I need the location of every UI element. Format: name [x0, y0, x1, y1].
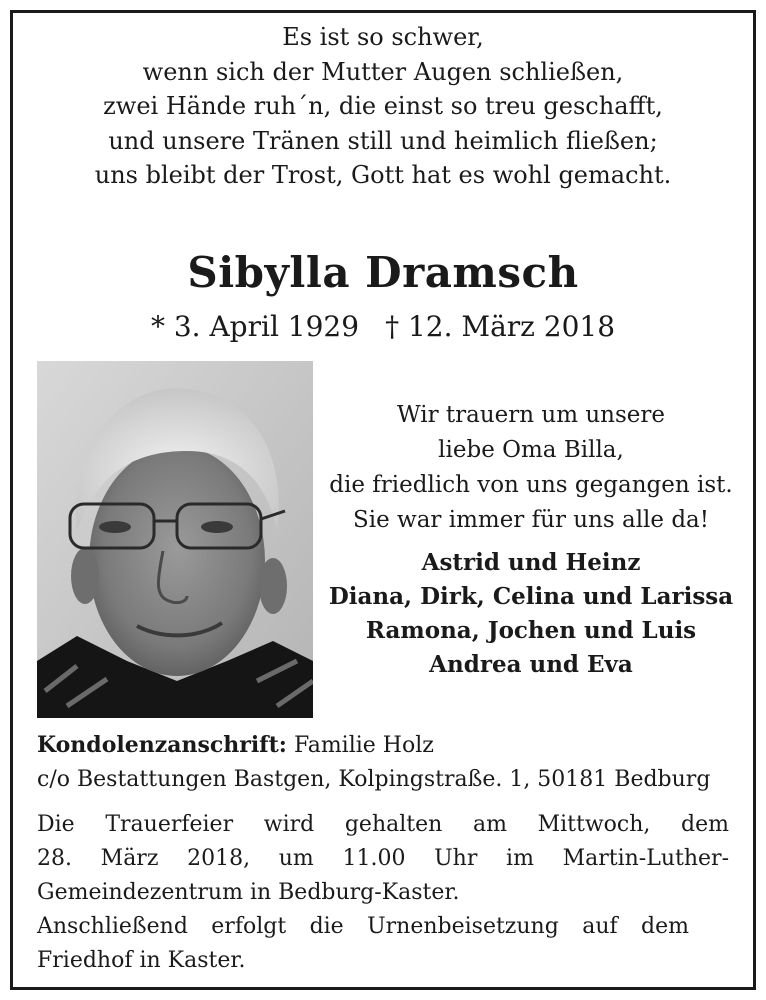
condolence-street: c/o Bestattungen Bastgen, Kolpingstraße. 1, 50181 Bedburg	[37, 767, 711, 792]
poem-line: uns bleibt der Trost, Gott hat es wohl gemacht.	[94, 161, 672, 190]
urn-line: Anschließend erfolgt die Urnenbeisetzung auf dem	[37, 914, 689, 939]
condolence-address	[37, 728, 737, 797]
family-line: Andrea und Eva	[429, 651, 633, 678]
poem-line: wenn sich der Mutter Augen schließen,	[142, 57, 624, 86]
ceremony-line: Die Trauerfeier wird gehalten am Mittwoch, dem	[37, 812, 729, 837]
family-line: Diana, Dirk, Celina und Larissa	[328, 583, 734, 610]
poem-line: und unsere Tränen still und heimlich fließen;	[108, 126, 658, 155]
family-line: Astrid und Heinz	[421, 549, 641, 576]
life-dates	[0, 310, 766, 343]
condolence-name: Familie Holz	[293, 733, 434, 758]
birth-date: * 3. April 1929	[150, 310, 360, 343]
portrait-photo	[37, 361, 313, 718]
mourning-text	[318, 398, 744, 538]
deceased-name: Sibylla Dramsch	[187, 248, 579, 297]
condolence-label: Kondolenzanschrift:	[37, 732, 287, 758]
poem-line: zwei Hände ruh´n, die einst so treu geschafft,	[103, 92, 663, 121]
mourning-line: Wir trauern um unsere	[397, 402, 665, 428]
poem	[0, 20, 766, 193]
poem-line: Es ist so schwer,	[282, 23, 484, 51]
family-line: Ramona, Jochen und Luis	[365, 617, 697, 644]
urn-line: Friedhof in Kaster.	[37, 948, 246, 973]
mourning-line: liebe Oma Billa,	[438, 437, 624, 463]
mourning-line: Sie war immer für uns alle da!	[352, 507, 710, 533]
ceremony-line: Gemeindezentrum in Bedburg-Kaster.	[37, 880, 460, 905]
ceremony-info	[37, 808, 729, 910]
mourning-line: die friedlich von uns gegangen ist.	[329, 472, 733, 498]
urn-burial-info	[37, 910, 689, 978]
ceremony-line: 28. März 2018, um 11.00 Uhr im Martin-Luther-	[37, 846, 729, 871]
death-date: † 12. März 2018	[385, 310, 616, 343]
family-names	[318, 546, 744, 682]
portrait-illustration	[37, 361, 313, 718]
